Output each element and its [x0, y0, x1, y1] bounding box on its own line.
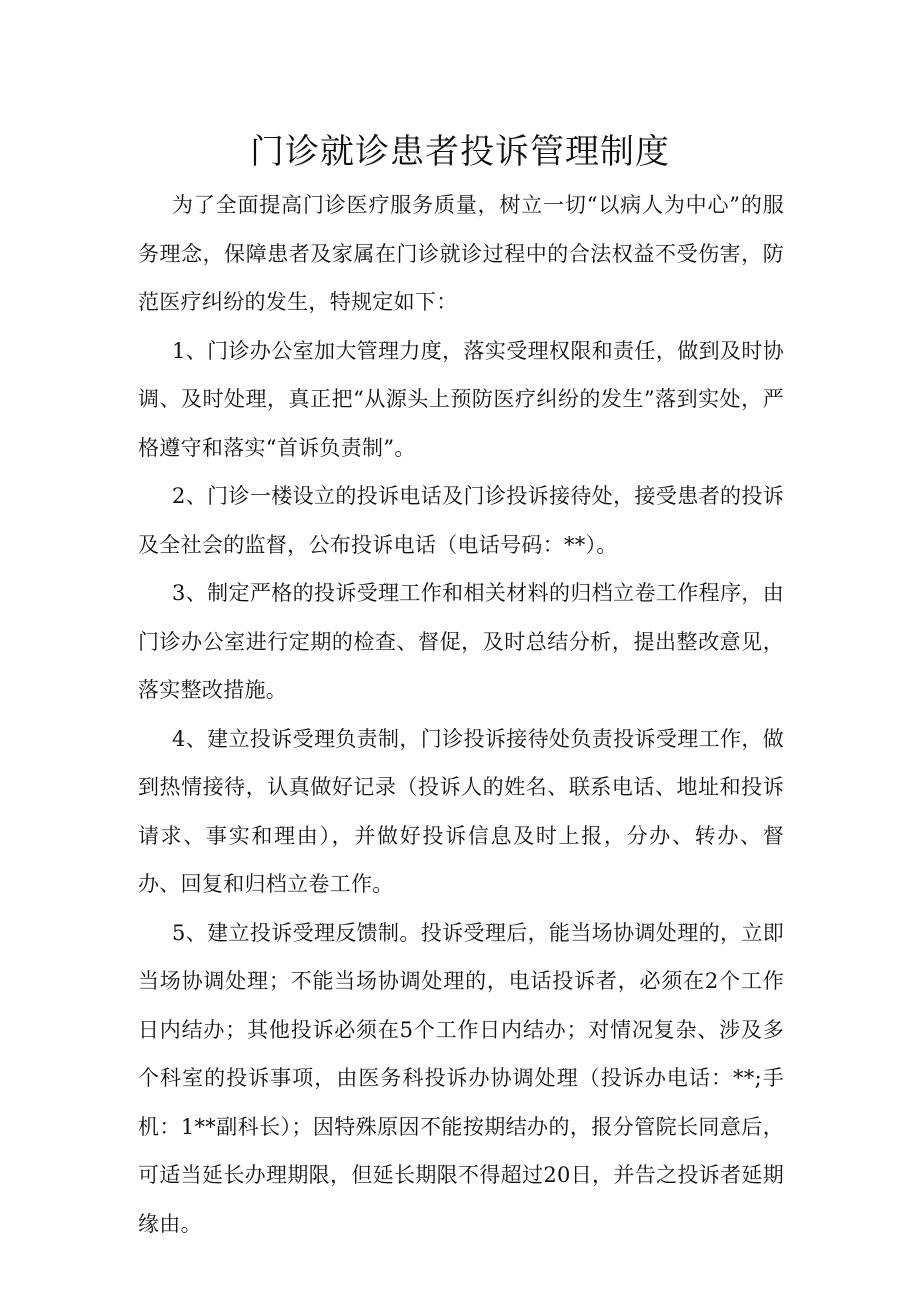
paragraph-intro: 为了全面提高门诊医疗服务质量，树立一切“以病人为中心”的服务理念，保障患者及家属在门诊就诊过程中的合法权益不受伤害，防范医疗纠纷的发生，特规定如下：: [138, 193, 784, 314]
paragraph-item-2: 2、门诊一楼设立的投诉电话及门诊投诉接待处，接受患者的投诉及全社会的监督，公布投诉电话（电话号码：**）。: [138, 484, 784, 557]
paragraph-item-5: 5、建立投诉受理反馈制。投诉受理后，能当场协调处理的，立即当场协调处理；不能当场协调处理的，电话投诉者，必须在2个工作日内结办；其他投诉必须在5个工作日内结办；对情况复杂、涉及多个科室的投诉事项，由医务科投诉办协调处理（投诉办电话：**;手机：1**副科长）；因特殊原因不能按期结办的，报分管院长同意后，可适当延长办理期限，但延长期限不得超过20日，并告之投诉者延期缘由。: [138, 920, 784, 1236]
paragraph-item-4: 4、建立投诉受理负责制，门诊投诉接待处负责投诉受理工作，做到热情接待，认真做好记录（投诉人的姓名、联系电话、地址和投诉请求、事实和理由），并做好投诉信息及时上报，分办、转办、督办、回复和归档立卷工作。: [138, 726, 784, 896]
paragraph-item-3: 3、制定严格的投诉受理工作和相关材料的归档立卷工作程序，由门诊办公室进行定期的检查、督促，及时总结分析，提出整改意见，落实整改措施。: [138, 581, 784, 702]
paragraph-item-1: 1、门诊办公室加大管理力度，落实受理权限和责任，做到及时协调、及时处理，真正把“从源头上预防医疗纠纷的发生”落到实处，严格遵守和落实“首诉负责制”。: [138, 338, 784, 460]
document-body: [138, 181, 784, 1248]
document-title: 门诊就诊患者投诉管理制度: [250, 132, 670, 172]
